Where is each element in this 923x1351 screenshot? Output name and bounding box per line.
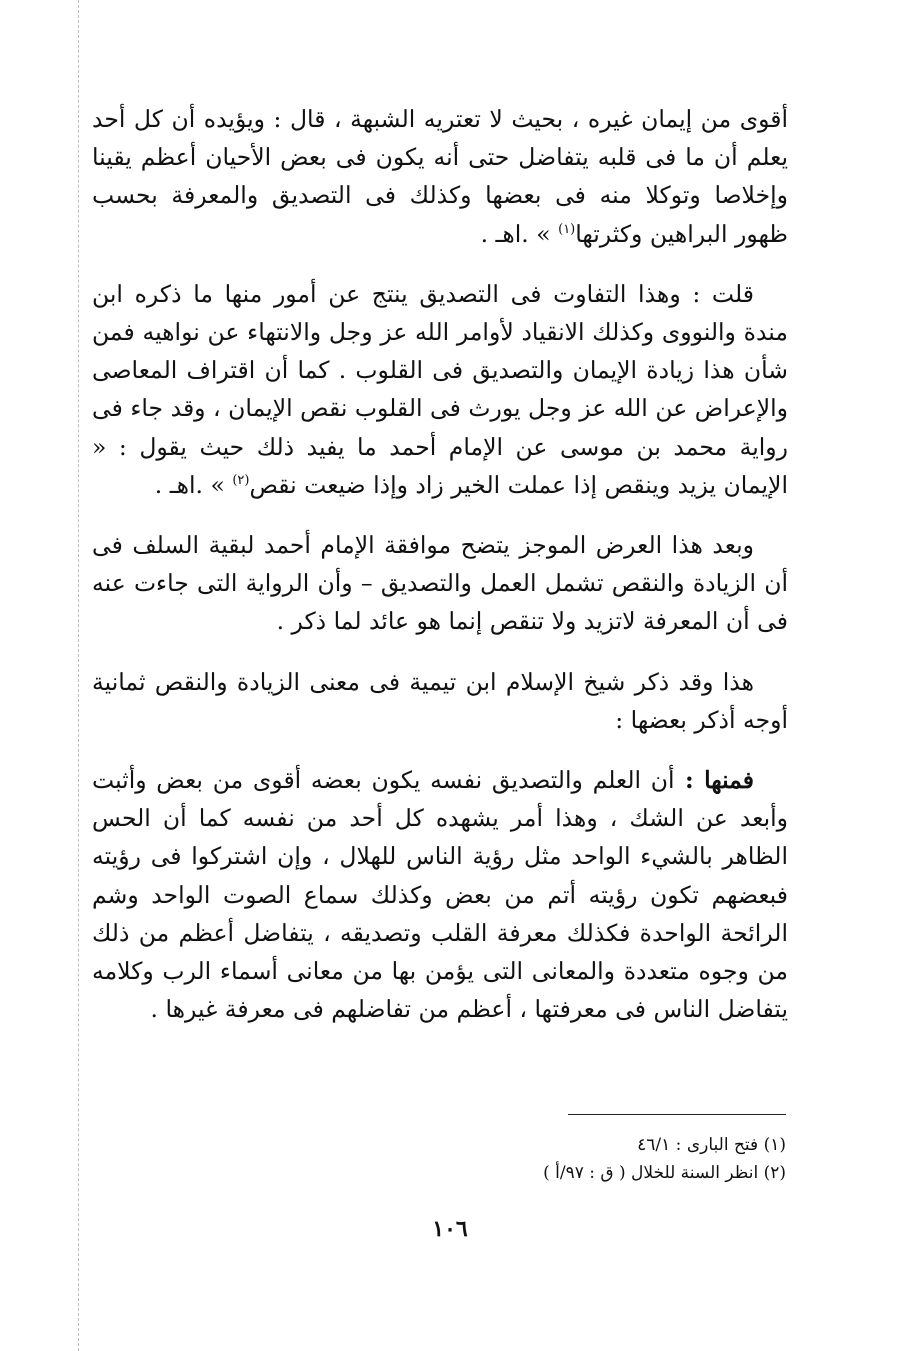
- footnote-divider: [568, 1114, 786, 1115]
- paragraph: [92, 761, 788, 1028]
- footnote-ref: (١): [558, 221, 576, 237]
- paragraph: [92, 100, 788, 253]
- paragraph: [92, 526, 788, 641]
- paragraph-lead: فمنها :: [674, 766, 754, 795]
- paragraph-text: وبعد هذا العرض الموجز يتضح موافقة الإمام أحمد لبقية السلف فى أن الزيادة والنقص تشمل العمل والتصديق – وأن الرواية التى جاءت عنه فى أن المعرفة لاتزيد ولا تنقص إنما هو عائد لما ذكر .: [92, 531, 788, 636]
- paragraph-text: هذا وقد ذكر شيخ الإسلام ابن تيمية فى معنى الزيادة والنقص ثمانية أوجه أذكر بعضها :: [92, 667, 788, 734]
- footnote: (٢) انظر السنة للخلال ( ق : ٩٧/أ ): [543, 1163, 786, 1183]
- footnotes: [420, 1131, 786, 1187]
- page-number: ١٠٦: [432, 1216, 468, 1242]
- footnote-ref: (٢): [232, 473, 250, 488]
- body-text: [92, 100, 788, 1050]
- paragraph: [92, 663, 788, 739]
- quote-end: » .اهـ .: [154, 470, 233, 499]
- footnote: (١) فتح البارى : ٤٦/١: [637, 1135, 786, 1155]
- scan-edge-line: [78, 0, 79, 1351]
- quote-end: » .اهـ .: [480, 219, 559, 248]
- paragraph-text: أن العلم والتصديق نفسه يكون بعضه أقوى من بعض وأثبت وأبعد عن الشك ، وهذا أمر يشهده كل أحد من نفسه كما أن الحس الظاهر بالشيء الواحد مثل رؤية الناس للهلال ، وإن اشتركوا فى رؤيته فبعضهم تكون رؤيته أتم من بعض وكذلك سماع الصوت الواحد وشم الرائحة الواحدة فكذلك معرفة القلب وتصديقه ، يتفاضل أعظم من ذلك من وجوه متعددة والمعانى التى يؤمن بها من معانى أسماء الرب وكلامه يتفاضل الناس فى معرفتها ، أعظم من تفاضلهم فى معرفة غيرها .: [92, 766, 788, 1024]
- paragraph-text: أقوى من إيمان غيره ، بحيث لا تعتريه الشبهة ، قال : ويؤيده أن كل أحد يعلم أن ما فى قلبه يتفاضل حتى أنه يكون فى بعض الأحيان أعظم يقينا وإخلاصا وتوكلا منه فى بعضها وكذلك فى التصديق والمعرفة بحسب ظهور البراهين وكثرتها: [92, 105, 788, 248]
- paragraph: [92, 275, 788, 504]
- paragraph-text: قلت : وهذا التفاوت فى التصديق ينتج عن أمور منها ما ذكره ابن مندة والنووى وكذلك الانقياد لأوامر الله عز وجل والانتهاء عن نواهيه فمن شأن هذا زيادة الإيمان والتصديق فى القلوب . كما أن اقتراف المعاصى والإعراض عن الله عز وجل يورث فى القلوب نقص الإيمان ، وقد جاء فى رواية محمد بن موسى عن الإمام أحمد ما يفيد ذلك حيث يقول : « الإيمان يزيد وينقص إذا عملت الخير زاد وإذا ضيعت نقص: [92, 279, 788, 499]
